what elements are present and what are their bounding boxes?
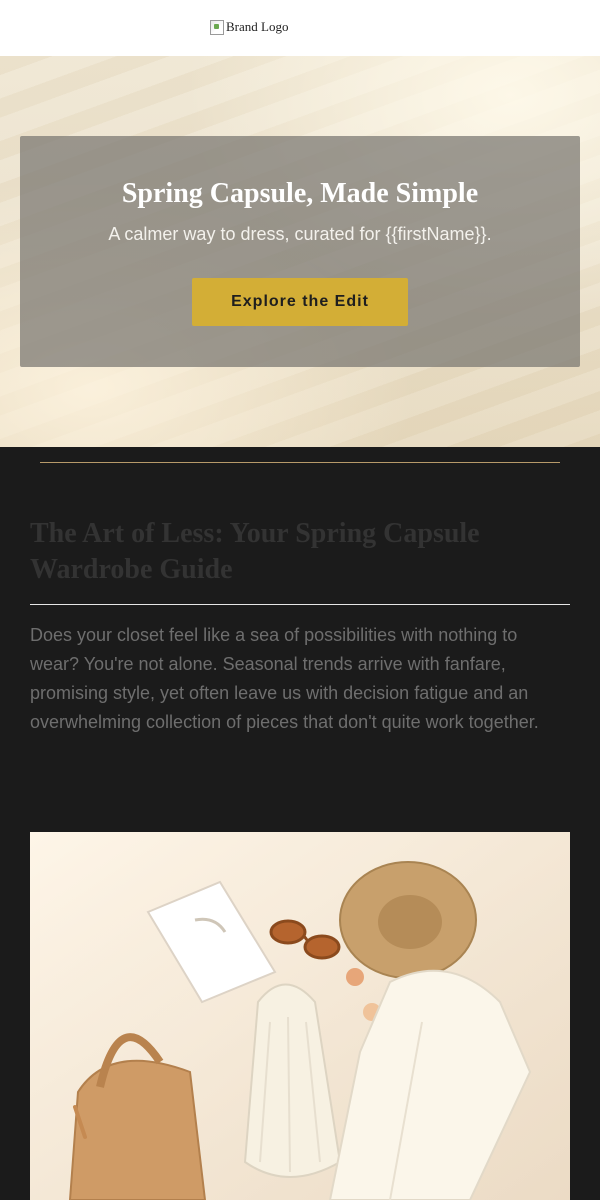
hero-title: Spring Capsule, Made Simple	[121, 178, 479, 209]
brand-logo-alt-text: Brand Logo	[226, 19, 289, 34]
capsule-flatlay-image	[30, 832, 570, 1200]
hero-subtitle: A calmer way to dress, curated for {{firstName}}.	[108, 224, 492, 244]
broken-image-icon	[210, 20, 224, 35]
email-header	[0, 0, 600, 56]
article-body: Does your closet feel like a sea of possibilities with nothing to wear? You're not alone. Seasonal trends arrive with fanfare, promising style, yet often leave us with decision fatigue and an overwhelming collection of pieces that don't quite work together.	[30, 625, 539, 732]
explore-edit-button[interactable]: Explore the Edit	[192, 278, 408, 326]
brand-logo-link[interactable]	[210, 19, 288, 35]
article-section	[30, 516, 570, 755]
straw-hat	[340, 862, 476, 978]
article-title: The Art of Less: Your Spring Capsule Wardrobe Guide	[30, 518, 480, 585]
gold-divider	[40, 462, 560, 463]
hero-banner	[0, 56, 600, 447]
hero-card	[20, 136, 580, 367]
flatlay-illustration	[30, 832, 570, 1200]
title-divider	[30, 604, 570, 605]
